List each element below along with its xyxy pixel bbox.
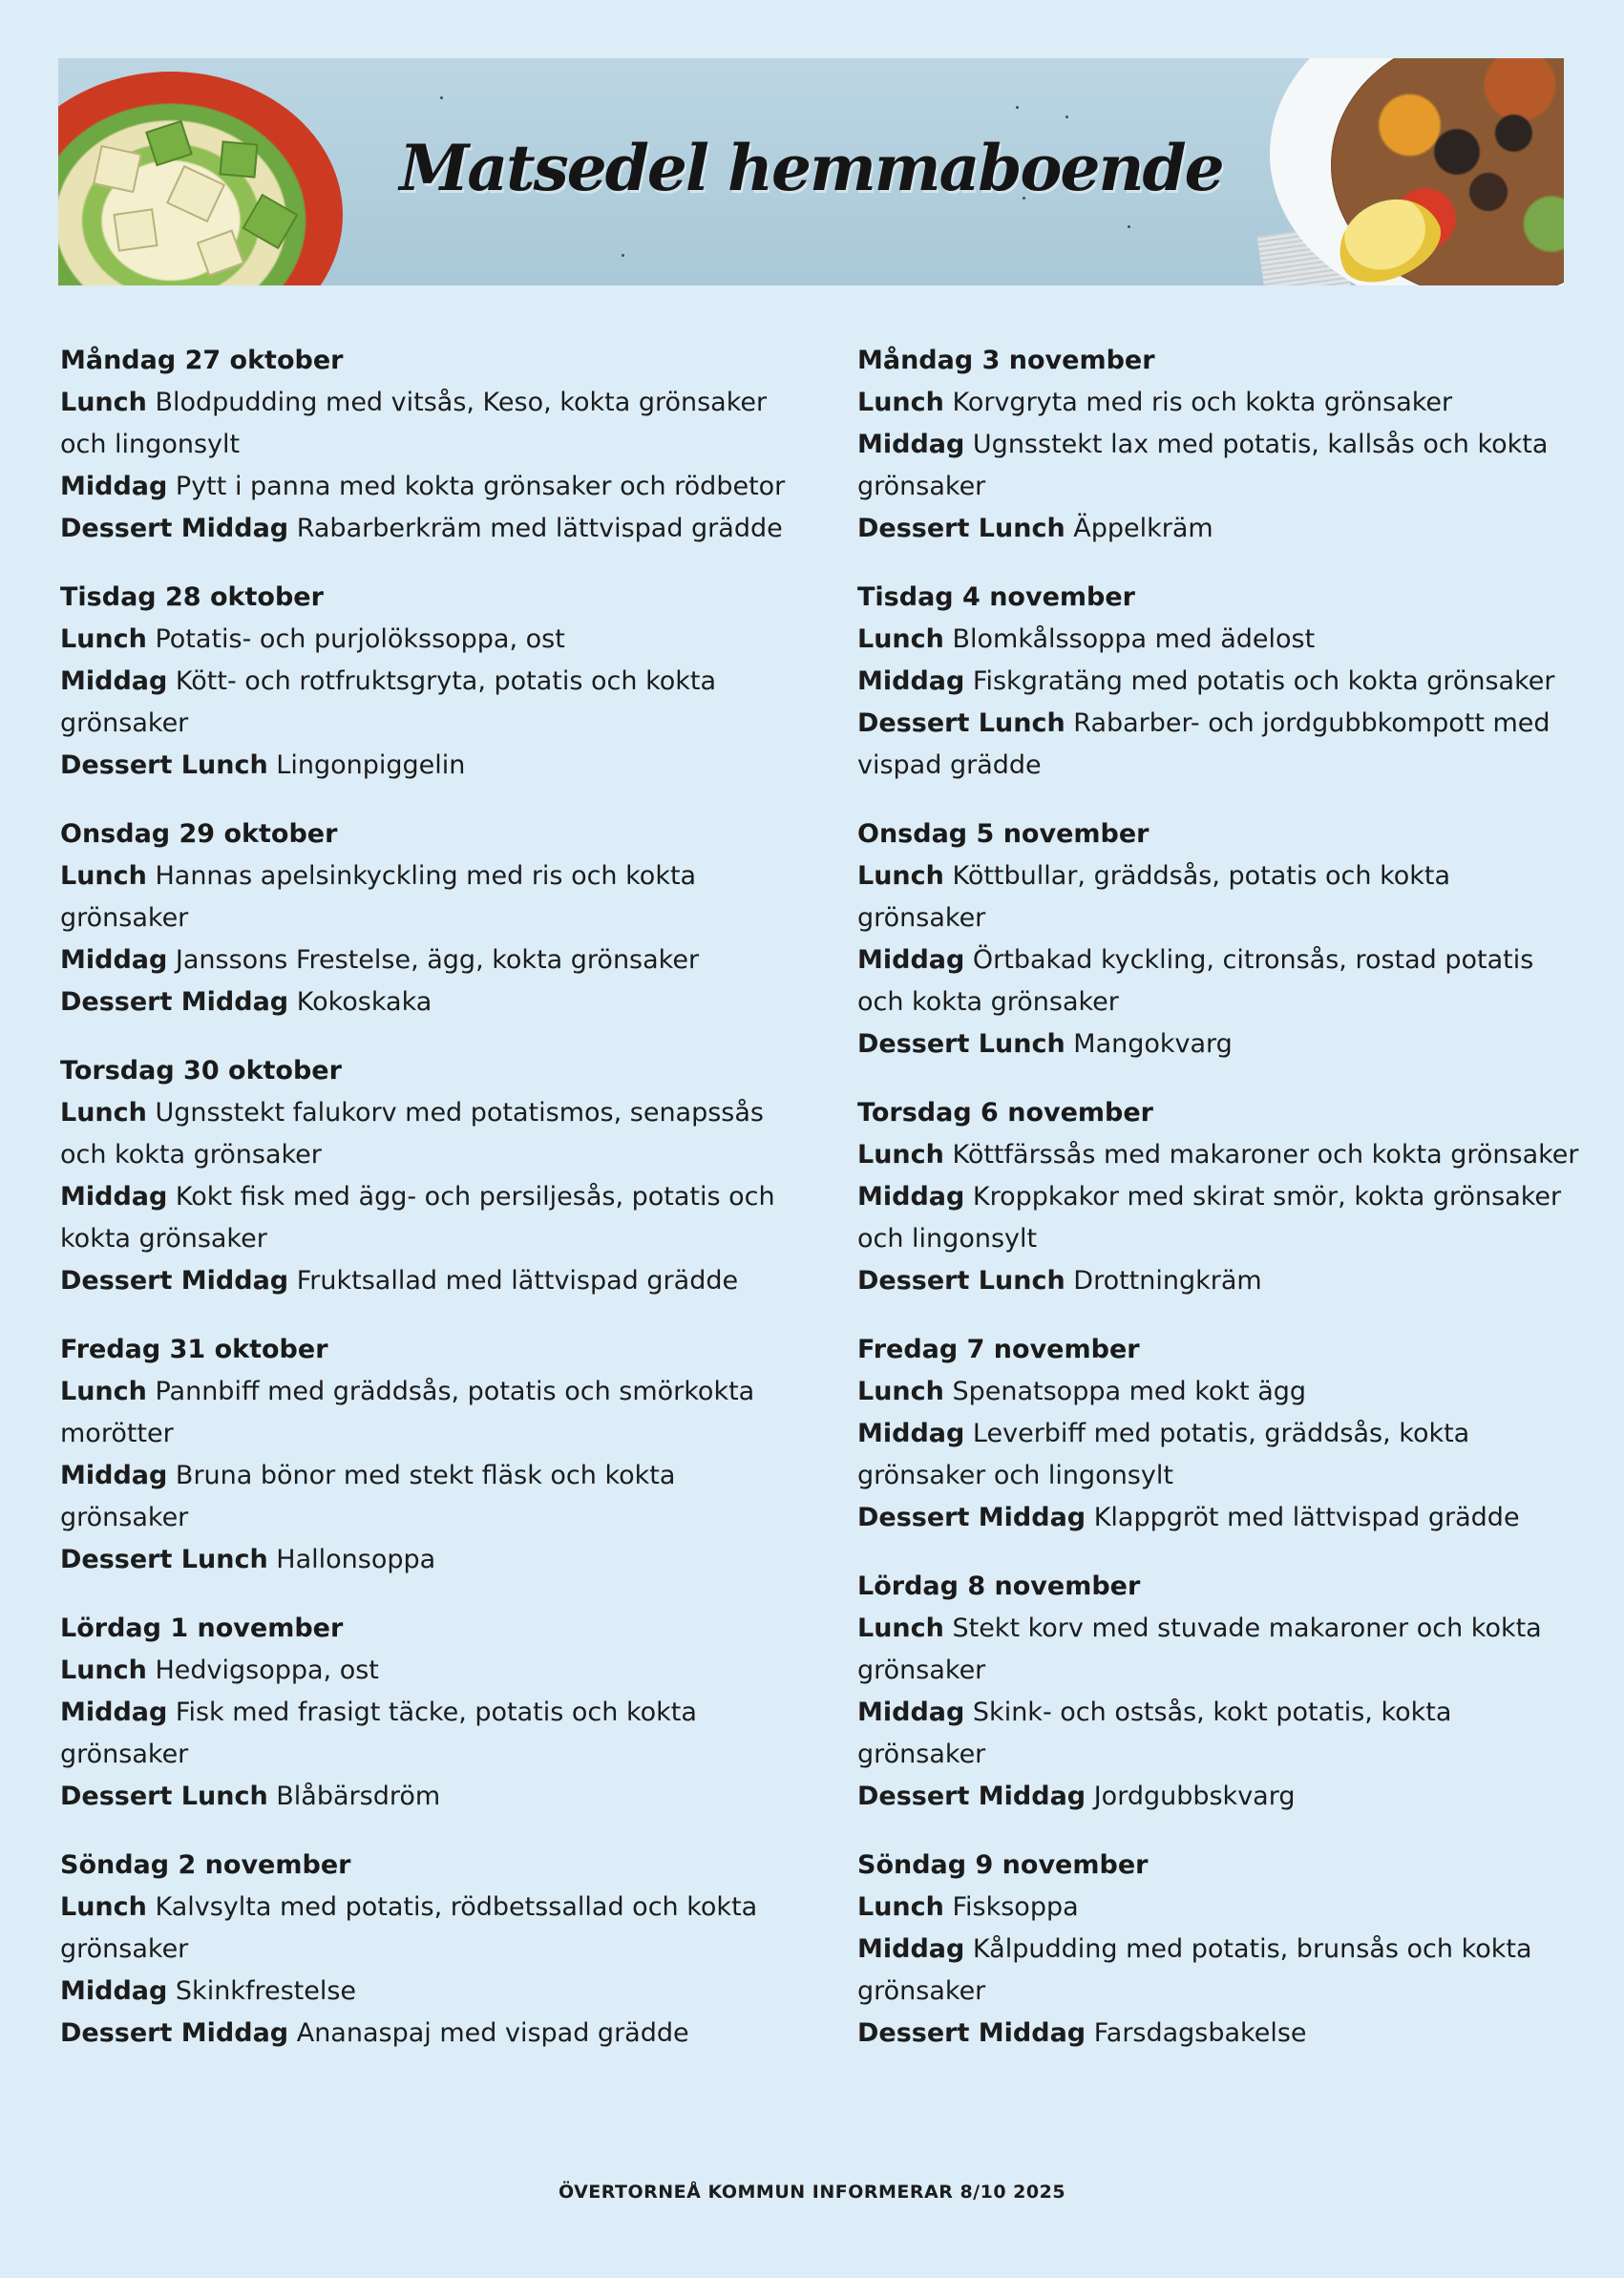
- meal-label: Middag: [857, 1934, 965, 1964]
- menu-entry: [857, 508, 1583, 550]
- dish-text: Ugnsstekt lax med potatis, kallsås och kokta grönsaker: [857, 430, 1549, 501]
- dish-text: Farsdagsbakelse: [1093, 2018, 1307, 2048]
- meal-label: Lunch: [857, 1140, 944, 1170]
- dish-text: Rabarberkräm med lättvispad grädde: [296, 514, 783, 543]
- meal-label: Dessert Middag: [60, 514, 289, 543]
- menu-column-right: [857, 340, 1583, 2081]
- speck: [1065, 116, 1068, 118]
- day-block: [857, 340, 1583, 550]
- day-heading: Måndag 27 oktober: [60, 346, 344, 375]
- menu-entry: [60, 745, 786, 787]
- menu-entry: [857, 1776, 1583, 1818]
- menu-entry: [60, 1176, 786, 1260]
- meal-label: Middag: [857, 430, 965, 459]
- day-heading: Tisdag 28 oktober: [60, 582, 324, 612]
- meal-label: Lunch: [857, 624, 944, 654]
- dish-text: Ananaspaj med vispad grädde: [296, 2018, 689, 2048]
- menu-entry: [60, 1092, 786, 1176]
- meal-label: Lunch: [60, 1098, 147, 1128]
- meal-label: Dessert Middag: [60, 987, 289, 1017]
- menu-entry: [857, 855, 1583, 939]
- meal-label: Middag: [60, 1182, 168, 1212]
- menu-entry: [857, 1692, 1583, 1776]
- dish-text: Skinkfrestelse: [175, 1976, 357, 2006]
- menu-entry: [857, 1371, 1583, 1413]
- meal-label: Middag: [60, 945, 168, 975]
- menu-entry: [857, 939, 1583, 1023]
- menu-entry: [60, 1887, 786, 1971]
- day-block: [60, 1329, 786, 1581]
- day-heading: Torsdag 30 oktober: [60, 1056, 342, 1086]
- dish-text: Bruna bönor med stekt fläsk och kokta grönsaker: [60, 1461, 676, 1532]
- dish-text: Fiskgratäng med potatis och kokta grönsaker: [972, 666, 1555, 696]
- dish-text: Blomkålssoppa med ädelost: [952, 624, 1316, 654]
- menu-entry: [857, 619, 1583, 661]
- day-block: [857, 1092, 1583, 1302]
- menu-entry: [60, 508, 786, 550]
- dish-text: Köttbullar, gräddsås, potatis och kokta grönsaker: [857, 861, 1451, 933]
- meal-label: Lunch: [857, 861, 944, 891]
- day-block: [857, 1329, 1583, 1539]
- dish-text: Lingonpiggelin: [276, 750, 466, 780]
- menu-entry: [60, 466, 786, 508]
- menu-entry: [857, 1023, 1583, 1065]
- meal-label: Lunch: [857, 1892, 944, 1922]
- meal-label: Dessert Lunch: [857, 1029, 1065, 1059]
- dish-text: Janssons Frestelse, ägg, kokta grönsaker: [175, 945, 700, 975]
- page-title: Matsedel hemmaboende: [399, 131, 1223, 205]
- menu-entry: [60, 1971, 786, 2013]
- meal-label: Dessert Lunch: [857, 708, 1065, 738]
- dish-text: Korvgryta med ris och kokta grönsaker: [952, 388, 1453, 417]
- food-piece: [113, 208, 158, 251]
- meal-label: Middag: [857, 1182, 965, 1212]
- dish-text: Leverbiff med potatis, gräddsås, kokta grönsaker och lingonsylt: [857, 1419, 1470, 1490]
- day-block: [857, 813, 1583, 1065]
- day-heading: Lördag 8 november: [857, 1571, 1141, 1601]
- meal-label: Dessert Lunch: [60, 1545, 268, 1574]
- day-heading: Måndag 3 november: [857, 346, 1155, 375]
- meal-label: Middag: [60, 1461, 168, 1490]
- menu-entry: [857, 424, 1583, 508]
- menu-entry: [60, 1776, 786, 1818]
- dish-text: Rabarber- och jordgubbkompott med vispad grädde: [857, 708, 1550, 780]
- day-block: [60, 1845, 786, 2055]
- meal-label: Dessert Middag: [60, 2018, 289, 2048]
- dish-text: Mangokvarg: [1073, 1029, 1233, 1059]
- dish-text: Spenatsoppa med kokt ägg: [952, 1377, 1307, 1406]
- menu-entry: [857, 1887, 1583, 1929]
- day-heading: Fredag 7 november: [857, 1335, 1140, 1364]
- dish-text: Skink- och ostsås, kokt potatis, kokta grönsaker: [857, 1698, 1452, 1769]
- day-block: [60, 1050, 786, 1302]
- dish-text: Kött- och rotfruktsgryta, potatis och kokta grönsaker: [60, 666, 717, 738]
- dish-text: Köttfärssås med makaroner och kokta grönsaker: [952, 1140, 1579, 1170]
- menu-entry: [60, 1539, 786, 1581]
- dish-text: Fruktsallad med lättvispad grädde: [296, 1266, 739, 1296]
- meal-label: Middag: [857, 1419, 965, 1448]
- menu-entry: [60, 1692, 786, 1776]
- menu-entry: [857, 382, 1583, 424]
- meal-label: Dessert Lunch: [857, 514, 1065, 543]
- dish-text: Pannbiff med gräddsås, potatis och smörkokta morötter: [60, 1377, 755, 1448]
- dish-text: Stekt korv med stuvade makaroner och kokta grönsaker: [857, 1614, 1542, 1685]
- dish-text: Kalvsylta med potatis, rödbetssallad och kokta grönsaker: [60, 1892, 758, 1964]
- meal-label: Middag: [857, 1698, 965, 1727]
- meal-label: Dessert Lunch: [857, 1266, 1065, 1296]
- meal-label: Lunch: [60, 1892, 147, 1922]
- meal-label: Dessert Middag: [857, 1782, 1086, 1811]
- dish-text: Pytt i panna med kokta grönsaker och rödbetor: [175, 472, 786, 501]
- menu-entry: [60, 939, 786, 981]
- day-heading: Söndag 2 november: [60, 1850, 351, 1880]
- meal-label: Lunch: [60, 624, 147, 654]
- menu-entry: [60, 1371, 786, 1455]
- meal-label: Middag: [857, 945, 965, 975]
- menu-entry: [857, 2013, 1583, 2055]
- day-heading: Torsdag 6 november: [857, 1098, 1153, 1128]
- day-heading: Fredag 31 oktober: [60, 1335, 328, 1364]
- day-block: [857, 1845, 1583, 2055]
- menu-entry: [857, 1497, 1583, 1539]
- day-block: [60, 813, 786, 1023]
- dish-text: Potatis- och purjolökssoppa, ost: [155, 624, 565, 654]
- menu-entry: [60, 855, 786, 939]
- meal-label: Middag: [60, 1698, 168, 1727]
- speck: [622, 254, 624, 257]
- dish-text: Äppelkräm: [1073, 514, 1213, 543]
- menu-entry: [60, 1260, 786, 1302]
- meal-label: Dessert Middag: [857, 2018, 1086, 2048]
- menu-entry: [857, 1413, 1583, 1497]
- meal-label: Lunch: [857, 1614, 944, 1643]
- header-banner: [58, 58, 1564, 285]
- meal-label: Dessert Middag: [857, 1503, 1086, 1532]
- dish-text: Kokt fisk med ägg- och persiljesås, potatis och kokta grönsaker: [60, 1182, 775, 1254]
- dish-text: Fisksoppa: [952, 1892, 1079, 1922]
- dish-text: Blåbärsdröm: [276, 1782, 441, 1811]
- dish-text: Klappgröt med lättvispad grädde: [1093, 1503, 1520, 1532]
- menu-entry: [60, 1650, 786, 1692]
- day-heading: Onsdag 5 november: [857, 819, 1149, 849]
- day-block: [60, 340, 786, 550]
- menu-entry: [857, 1929, 1583, 2013]
- dish-text: Ugnsstekt falukorv med potatismos, senapssås och kokta grönsaker: [60, 1098, 764, 1170]
- dish-text: Örtbakad kyckling, citronsås, rostad potatis och kokta grönsaker: [857, 945, 1534, 1017]
- meal-label: Dessert Lunch: [60, 750, 268, 780]
- day-block: [857, 577, 1583, 787]
- speck: [1128, 225, 1130, 228]
- dish-text: Jordgubbskvarg: [1093, 1782, 1296, 1811]
- menu-entry: [60, 1455, 786, 1539]
- footer-text: ÖVERTORNEÅ KOMMUN INFORMERAR 8/10 2025: [558, 2182, 1066, 2203]
- menu-entry: [857, 661, 1583, 703]
- dish-text: Fisk med frasigt täcke, potatis och kokta grönsaker: [60, 1698, 697, 1769]
- menu-entry: [60, 2013, 786, 2055]
- meal-label: Lunch: [60, 1377, 147, 1406]
- day-heading: Tisdag 4 november: [857, 582, 1135, 612]
- dish-text: Kroppkakor med skirat smör, kokta grönsaker och lingonsylt: [857, 1182, 1562, 1254]
- meal-label: Middag: [60, 666, 168, 696]
- dish-text: Drottningkräm: [1073, 1266, 1262, 1296]
- meal-label: Lunch: [857, 388, 944, 417]
- menu-column-left: [60, 340, 786, 2081]
- speck: [1016, 106, 1019, 109]
- meal-label: Lunch: [60, 1656, 147, 1685]
- dish-text: Hannas apelsinkyckling med ris och kokta grönsaker: [60, 861, 697, 933]
- menu-entry: [857, 703, 1583, 787]
- meal-label: Dessert Middag: [60, 1266, 289, 1296]
- day-block: [60, 1608, 786, 1818]
- dish-text: Hallonsoppa: [276, 1545, 436, 1574]
- menu-entry: [857, 1608, 1583, 1692]
- day-block: [60, 577, 786, 787]
- speck: [440, 96, 443, 99]
- menu-entry: [857, 1260, 1583, 1302]
- menu-entry: [857, 1176, 1583, 1260]
- menu-entry: [857, 1134, 1583, 1176]
- day-heading: Lördag 1 november: [60, 1614, 344, 1643]
- dish-text: Blodpudding med vitsås, Keso, kokta grönsaker och lingonsylt: [60, 388, 768, 459]
- meal-label: Middag: [857, 666, 965, 696]
- meal-label: Dessert Lunch: [60, 1782, 268, 1811]
- meal-label: Lunch: [857, 1377, 944, 1406]
- menu-entry: [60, 981, 786, 1023]
- day-heading: Onsdag 29 oktober: [60, 819, 338, 849]
- dish-text: Kokoskaka: [296, 987, 432, 1017]
- meal-label: Middag: [60, 1976, 168, 2006]
- menu-entry: [60, 661, 786, 745]
- dish-text: Kålpudding med potatis, brunsås och kokta grönsaker: [857, 1934, 1532, 2006]
- meal-label: Middag: [60, 472, 168, 501]
- meal-label: Lunch: [60, 861, 147, 891]
- day-block: [857, 1566, 1583, 1818]
- menu-entry: [60, 382, 786, 466]
- dish-text: Hedvigsoppa, ost: [155, 1656, 379, 1685]
- meal-label: Lunch: [60, 388, 147, 417]
- day-heading: Söndag 9 november: [857, 1850, 1149, 1880]
- menu-entry: [60, 619, 786, 661]
